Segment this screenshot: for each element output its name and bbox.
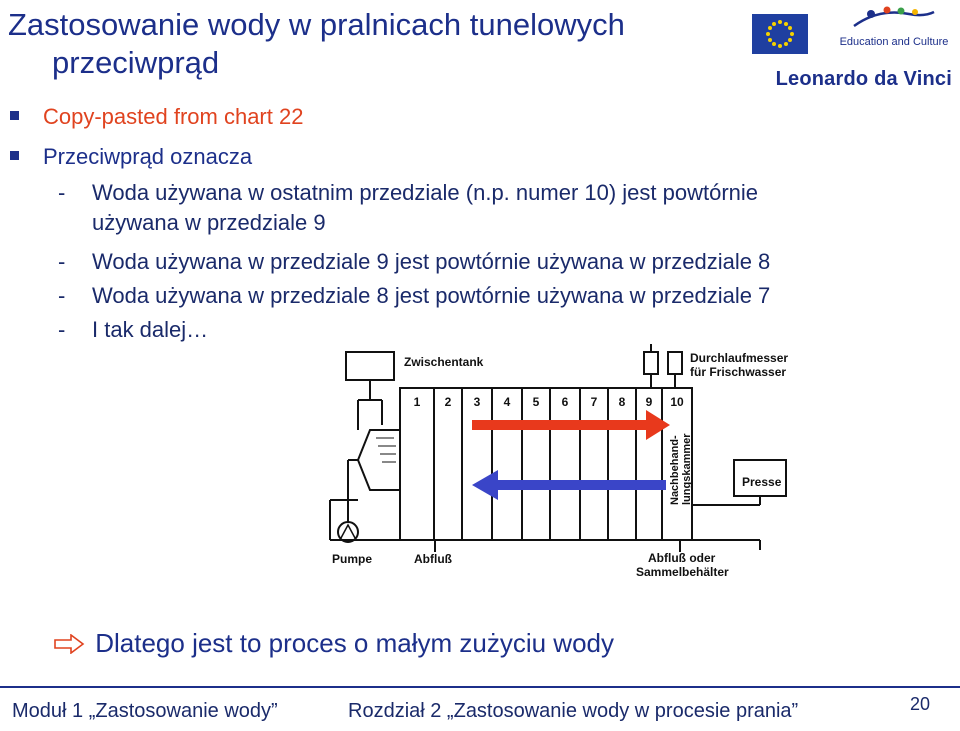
bullet-przeciwprad <box>10 143 252 171</box>
dash-item-text-continued: używana w przedziale 9 <box>92 210 326 235</box>
eu-star-icon <box>778 44 782 48</box>
dash-item-1 <box>58 178 758 238</box>
logo-area <box>752 6 952 94</box>
eu-star-icon <box>790 32 794 36</box>
forward-flow-arrow <box>472 410 670 440</box>
bullet-text: Przeciwprąd oznacza <box>43 144 253 169</box>
dash-marker: - <box>58 283 66 308</box>
eu-flag-icon <box>752 14 808 54</box>
compartment-label-5: 5 <box>532 395 540 409</box>
eu-star-icon <box>768 38 772 42</box>
pumpe-label: Pumpe <box>332 552 373 566</box>
compartment-label-4: 4 <box>503 395 511 409</box>
square-bullet-icon <box>10 111 19 120</box>
eu-star-icon <box>772 42 776 46</box>
dash-item-text: Woda używana w przedziale 9 jest powtórnie używana w przedziale 8 <box>92 249 771 274</box>
conclusion-line <box>50 628 614 659</box>
eu-star-icon <box>768 26 772 30</box>
bullet-text: Copy-pasted from chart 22 <box>43 104 304 129</box>
compartment-label-3: 3 <box>473 395 481 409</box>
eu-star-icon <box>788 38 792 42</box>
dash-item-text: I tak dalej… <box>92 317 209 342</box>
eu-star-icon <box>784 42 788 46</box>
square-bullet-icon <box>10 151 19 160</box>
outline-arrow-icon <box>50 634 88 654</box>
tunnel-body <box>400 388 692 540</box>
ec-swoosh-icon <box>849 6 939 34</box>
ec-text: Education and Culture <box>839 36 949 48</box>
dash-item-text: Woda używana w przedziale 8 jest powtórnie używana w przedziale 7 <box>92 283 771 308</box>
dash-item-text: Woda używana w ostatnim przedziale (n.p. numer 10) jest powtórnie <box>92 180 759 205</box>
eu-star-icon <box>772 22 776 26</box>
education-culture-logo <box>838 6 950 48</box>
dash-item-3 <box>58 281 770 311</box>
durchlauf-label-1: Durchlaufmesser <box>690 351 789 365</box>
flow-meter-1 <box>644 352 658 374</box>
nachbehand-label-1: Nachbehand- <box>669 435 681 505</box>
compartment-label-9: 9 <box>645 395 653 409</box>
footer-module: Moduł 1 „Zastosowanie wody” <box>12 700 278 722</box>
slide-title <box>8 6 728 82</box>
eu-star-icon <box>788 26 792 30</box>
presse-label: Presse <box>742 475 782 489</box>
flow-meter-2 <box>668 352 682 374</box>
loading-hopper <box>358 430 400 490</box>
abfluss-oder-label: Abfluß oder <box>648 551 716 565</box>
title-line-2: przeciwprąd <box>52 45 220 80</box>
eu-star-icon <box>766 32 770 36</box>
abfluss-label: Abfluß <box>414 552 452 566</box>
zwischentank-box <box>346 352 394 380</box>
footer-divider <box>0 686 960 688</box>
compartment-label-8: 8 <box>618 395 626 409</box>
durchlauf-label-2: für Frischwasser <box>690 365 787 379</box>
title-line-1: Zastosowanie wody w pralnicach tunelowych <box>8 7 625 42</box>
dash-marker: - <box>58 249 66 274</box>
eu-star-icon <box>778 20 782 24</box>
dash-item-4 <box>58 315 208 345</box>
compartment-label-7: 7 <box>590 395 598 409</box>
sammelbehaelter-label: Sammelbehälter <box>636 565 729 579</box>
zwischentank-label: Zwischentank <box>404 355 484 369</box>
dash-marker: - <box>58 180 66 205</box>
tunnel-washer-diagram <box>300 340 800 585</box>
compartment-labels <box>414 395 684 409</box>
conclusion-text: Dlatego jest to proces o małym zużyciu wody <box>95 628 615 658</box>
dash-marker: - <box>58 317 66 342</box>
footer-chapter: Rozdział 2 „Zastosowanie wody w procesie prania” <box>348 700 799 722</box>
page-number: 20 <box>909 694 930 714</box>
compartment-label-10: 10 <box>670 395 684 409</box>
leonardo-logo-text: Leonardo da Vinci <box>775 68 952 90</box>
compartment-label-2: 2 <box>444 395 452 409</box>
compartment-label-1: 1 <box>413 395 421 409</box>
nachbehand-label-2: lungskammer <box>681 433 693 505</box>
compartment-label-6: 6 <box>561 395 569 409</box>
slide-footer <box>12 694 952 723</box>
bullet-copy-pasted <box>10 103 303 131</box>
dash-item-2 <box>58 247 770 277</box>
eu-star-icon <box>784 22 788 26</box>
